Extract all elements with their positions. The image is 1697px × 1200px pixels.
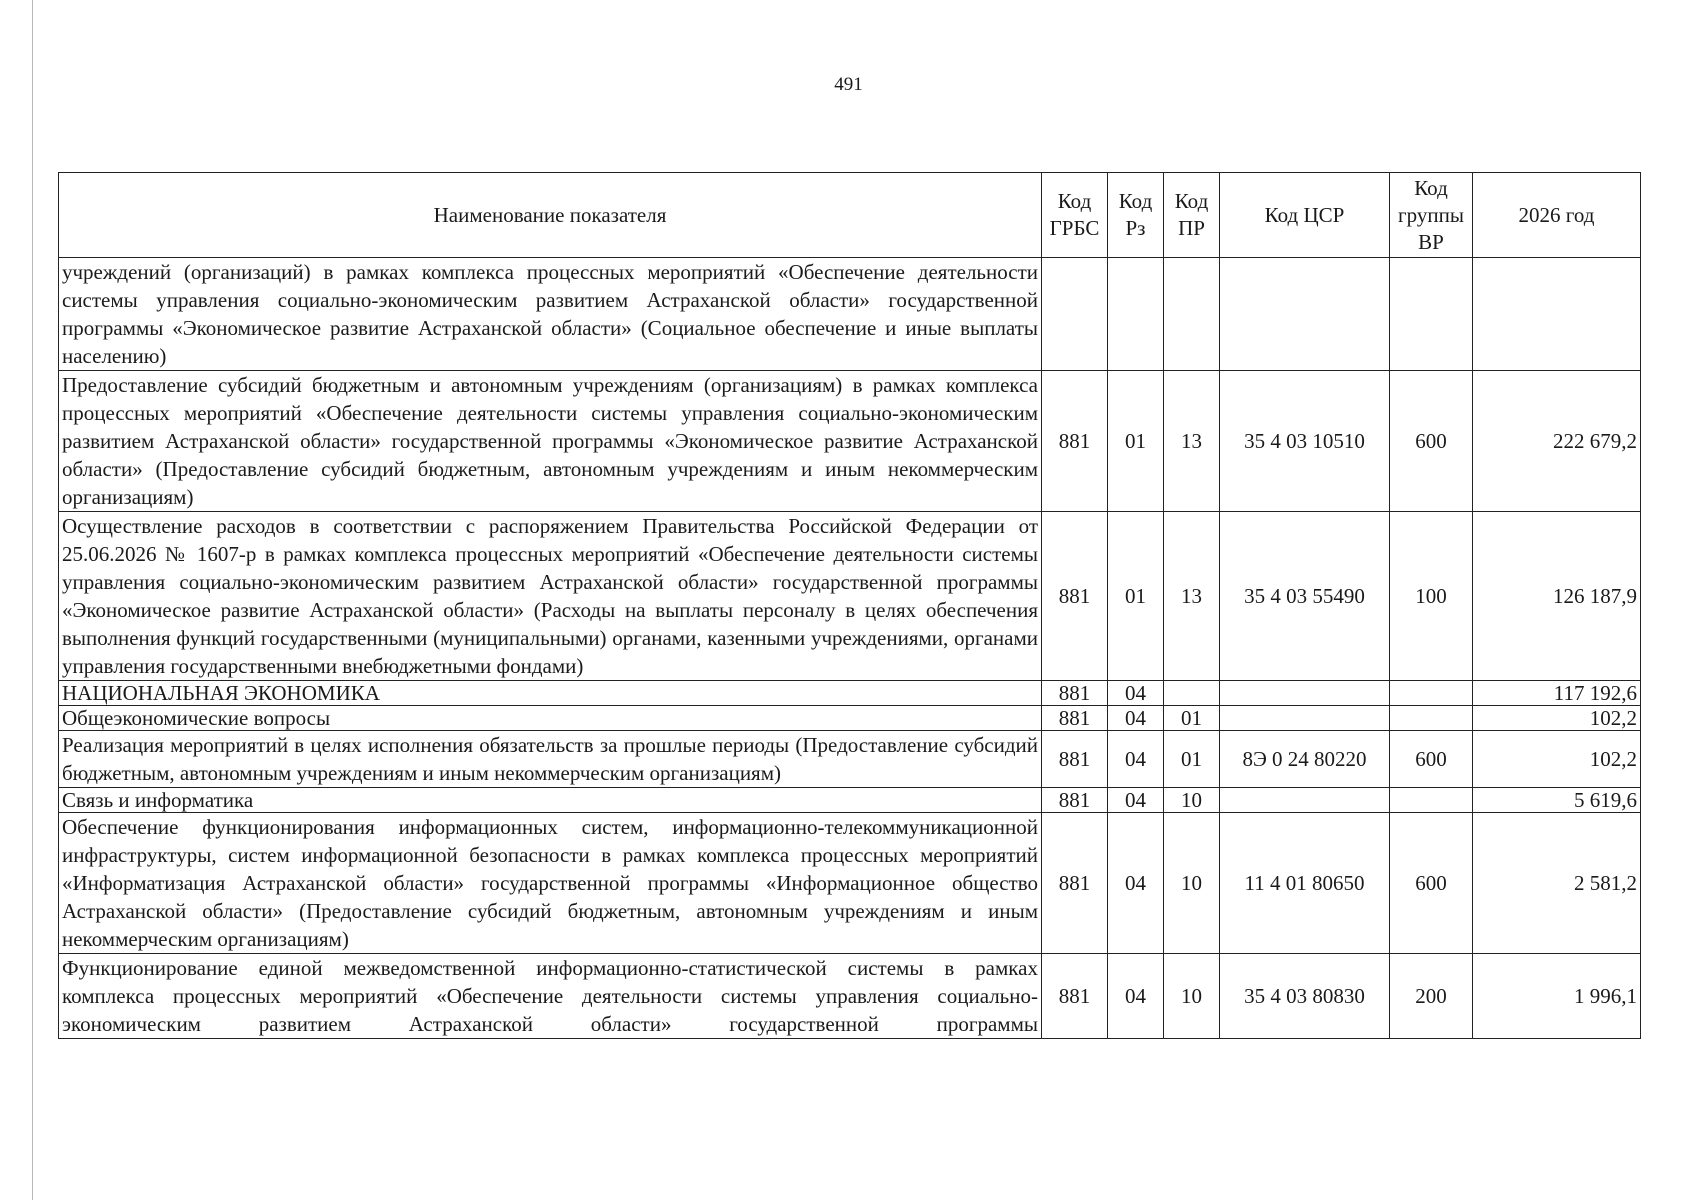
row-csr [1220, 258, 1390, 371]
header-name: Наименование показателя [59, 173, 1042, 258]
row-amount: 102,2 [1473, 731, 1641, 788]
table-row [59, 512, 1641, 681]
row-rz: 01 [1108, 371, 1164, 512]
row-csr: 35 4 03 80830 [1220, 954, 1390, 1039]
scan-edge-line [32, 0, 33, 1200]
row-name: Связь и информатика [59, 788, 1042, 813]
row-grbs: 881 [1042, 788, 1108, 813]
row-name: Реализация мероприятий в целях исполнения обязательств за прошлые периоды (Предоставление субсидий бюджетным, автономным учреждениям и иным некоммерческим организациям) [59, 731, 1042, 788]
row-csr [1220, 706, 1390, 731]
row-rz: 04 [1108, 681, 1164, 706]
header-pr: Код ПР [1164, 173, 1220, 258]
table-row [59, 706, 1641, 731]
row-amount [1473, 258, 1641, 371]
row-vr [1390, 788, 1473, 813]
row-amount: 117 192,6 [1473, 681, 1641, 706]
row-name: Предоставление субсидий бюджетным и автономным учреждениям (организациям) в рамках комплекса процессных мероприятий «Обеспечение деятельности системы управления социально-экономическим развитием Астраханской области» государственной программы «Экономическое развитие Астраханской области» (Предоставление субсидий бюджетным, автономным учреждениям и иным некоммерческим организациям) [59, 371, 1042, 512]
row-vr: 600 [1390, 731, 1473, 788]
row-csr: 35 4 03 55490 [1220, 512, 1390, 681]
row-csr [1220, 681, 1390, 706]
row-grbs: 881 [1042, 731, 1108, 788]
row-pr: 10 [1164, 788, 1220, 813]
row-grbs: 881 [1042, 371, 1108, 512]
row-vr [1390, 706, 1473, 731]
row-pr: 10 [1164, 813, 1220, 954]
header-csr: Код ЦСР [1220, 173, 1390, 258]
row-pr: 13 [1164, 371, 1220, 512]
row-amount: 2 581,2 [1473, 813, 1641, 954]
row-grbs: 881 [1042, 954, 1108, 1039]
row-amount: 222 679,2 [1473, 371, 1641, 512]
row-name: Общеэкономические вопросы [59, 706, 1042, 731]
row-name: Обеспечение функционирования информационных систем, информационно-телекоммуникационной инфраструктуры, систем информационной безопасности в рамках комплекса процессных мероприятий «Информатизация Астраханской области» государственной программы «Информационное общество Астраханской области» (Предоставление субсидий бюджетным, автономным учреждениям и иным некоммерческим организациям) [59, 813, 1042, 954]
row-pr: 13 [1164, 512, 1220, 681]
header-vr: Код группы ВР [1390, 173, 1473, 258]
row-grbs: 881 [1042, 813, 1108, 954]
row-vr [1390, 681, 1473, 706]
row-vr: 600 [1390, 813, 1473, 954]
row-grbs: 881 [1042, 706, 1108, 731]
row-grbs: 881 [1042, 681, 1108, 706]
row-rz [1108, 258, 1164, 371]
row-rz: 04 [1108, 954, 1164, 1039]
row-amount: 102,2 [1473, 706, 1641, 731]
row-name: НАЦИОНАЛЬНАЯ ЭКОНОМИКА [59, 681, 1042, 706]
table-row [59, 954, 1641, 1039]
row-grbs: 881 [1042, 512, 1108, 681]
header-rz: Код Рз [1108, 173, 1164, 258]
row-name: учреждений (организаций) в рамках комплекса процессных мероприятий «Обеспечение деятельности системы управления социально-экономическим развитием Астраханской области» государственной программы «Экономическое развитие Астраханской области» (Социальное обеспечение и иные выплаты населению) [59, 258, 1042, 371]
row-csr: 11 4 01 80650 [1220, 813, 1390, 954]
row-amount: 5 619,6 [1473, 788, 1641, 813]
table-header-row [59, 173, 1641, 258]
row-vr [1390, 258, 1473, 371]
row-rz: 04 [1108, 813, 1164, 954]
table-row [59, 813, 1641, 954]
row-csr: 35 4 03 10510 [1220, 371, 1390, 512]
row-name: Функционирование единой межведомственной информационно-статистической системы в рамках комплекса процессных мероприятий «Обеспечение деятельности системы управления социально-экономическим развитием Астраханской области» государственной программы [59, 954, 1042, 1039]
row-rz: 04 [1108, 788, 1164, 813]
row-rz: 04 [1108, 706, 1164, 731]
row-pr: 01 [1164, 706, 1220, 731]
row-grbs [1042, 258, 1108, 371]
row-pr [1164, 258, 1220, 371]
row-pr [1164, 681, 1220, 706]
row-name: Осуществление расходов в соответствии с распоряжением Правительства Российской Федерации от 25.06.2026 № 1607-р в рамках комплекса процессных мероприятий «Обеспечение деятельности системы управления социально-экономическим развитием Астраханской области» государственной программы «Экономическое развитие Астраханской области» (Расходы на выплаты персоналу в целях обеспечения выполнения функций государственными (муниципальными) органами, казенными учреждениями, органами управления государственными внебюджетными фондами) [59, 512, 1042, 681]
row-vr: 600 [1390, 371, 1473, 512]
table-row [59, 258, 1641, 371]
row-vr: 100 [1390, 512, 1473, 681]
header-grbs: Код ГРБС [1042, 173, 1108, 258]
table-row [59, 681, 1641, 706]
table-row [59, 731, 1641, 788]
budget-table [58, 172, 1641, 1039]
row-amount: 126 187,9 [1473, 512, 1641, 681]
header-year: 2026 год [1473, 173, 1641, 258]
row-pr: 01 [1164, 731, 1220, 788]
row-rz: 04 [1108, 731, 1164, 788]
row-vr: 200 [1390, 954, 1473, 1039]
row-pr: 10 [1164, 954, 1220, 1039]
table-row [59, 371, 1641, 512]
row-rz: 01 [1108, 512, 1164, 681]
row-csr [1220, 788, 1390, 813]
page-number: 491 [834, 74, 863, 95]
row-amount: 1 996,1 [1473, 954, 1641, 1039]
table-row [59, 788, 1641, 813]
row-csr: 8Э 0 24 80220 [1220, 731, 1390, 788]
